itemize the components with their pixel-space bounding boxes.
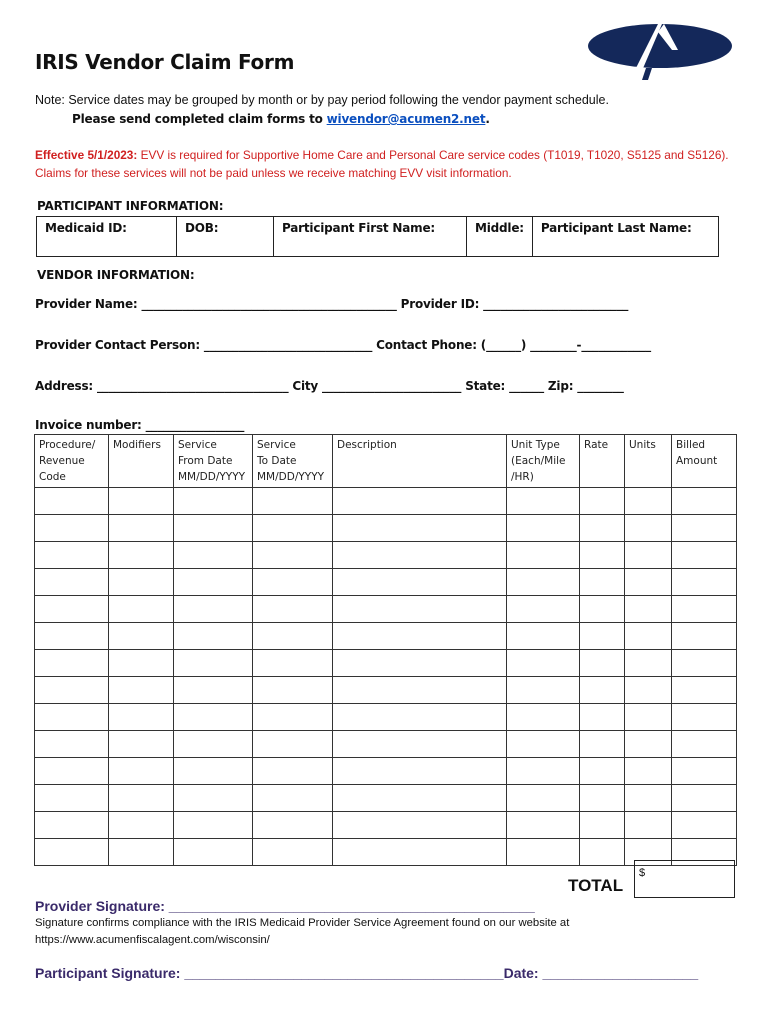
table-cell[interactable] [333,569,507,596]
table-cell[interactable] [253,677,333,704]
table-row [35,731,737,758]
table-cell[interactable] [109,542,174,569]
table-cell[interactable] [507,839,580,866]
col-modifiers: Modifiers [109,435,174,488]
provider-contact-line[interactable]: Provider Contact Person: _____________________________ Contact Phone: (______) ________-____________ [35,338,651,352]
table-cell[interactable] [333,542,507,569]
table-cell[interactable] [253,839,333,866]
table-cell[interactable] [580,596,625,623]
table-cell[interactable] [35,758,109,785]
table-cell[interactable] [672,488,737,515]
evv-notice [35,146,735,182]
table-cell[interactable] [253,515,333,542]
first-name-field[interactable]: Participant First Name: [274,217,467,257]
table-cell[interactable] [507,785,580,812]
table-cell[interactable] [580,812,625,839]
table-cell[interactable] [253,569,333,596]
table-cell[interactable] [625,488,672,515]
table-cell[interactable] [672,650,737,677]
table-cell[interactable] [109,569,174,596]
evv-text: EVV is required for Supportive Home Care and Personal Care service codes (T1019, T1020, S5125 and S5126). Claims for these services will not be paid unless we receive matching EVV visit information. [35,148,729,180]
table-cell[interactable] [580,542,625,569]
table-cell[interactable] [333,785,507,812]
table-cell[interactable] [672,542,737,569]
table-cell[interactable] [672,515,737,542]
table-cell[interactable] [174,839,253,866]
table-cell[interactable] [253,650,333,677]
table-cell[interactable] [35,596,109,623]
col-billed-amount: Billed Amount [672,435,737,488]
participant-heading: PARTICIPANT INFORMATION: [37,199,224,213]
table-cell[interactable] [625,758,672,785]
table-cell[interactable] [109,515,174,542]
table-cell[interactable] [35,704,109,731]
col-rate: Rate [580,435,625,488]
table-cell[interactable] [507,731,580,758]
table-cell[interactable] [109,596,174,623]
send-suffix: . [485,112,490,126]
table-cell[interactable] [109,650,174,677]
table-cell[interactable] [35,569,109,596]
table-cell[interactable] [580,623,625,650]
table-cell[interactable] [672,677,737,704]
table-cell[interactable] [253,542,333,569]
table-cell[interactable] [507,623,580,650]
medicaid-id-field[interactable]: Medicaid ID: [37,217,177,257]
table-cell[interactable] [253,704,333,731]
col-service-to-date: Service To Date MM/DD/YYYY [253,435,333,488]
table-cell[interactable] [109,758,174,785]
table-cell[interactable] [333,839,507,866]
page-title: IRIS Vendor Claim Form [35,50,295,74]
table-cell[interactable] [672,731,737,758]
table-cell[interactable] [625,704,672,731]
table-row [35,758,737,785]
schedule-note: Note: Service dates may be grouped by month or by pay period following the vendor payment schedule. [35,93,609,107]
address-line[interactable]: Address: _________________________________ City ________________________ State: ______ Zip: ________ [35,379,624,393]
table-cell[interactable] [35,677,109,704]
last-name-field[interactable]: Participant Last Name: [532,217,718,257]
table-cell[interactable] [507,677,580,704]
table-cell[interactable] [174,515,253,542]
table-cell[interactable] [580,785,625,812]
vendor-email-link[interactable]: wivendor@acumen2.net [326,112,486,126]
table-cell[interactable] [253,731,333,758]
acumen-logo-icon [586,22,734,82]
table-cell[interactable] [253,596,333,623]
table-cell[interactable] [625,623,672,650]
table-cell[interactable] [174,785,253,812]
table-cell[interactable] [580,569,625,596]
total-amount-field[interactable] [634,860,735,898]
table-cell[interactable] [672,758,737,785]
table-cell[interactable] [333,677,507,704]
table-row [35,785,737,812]
middle-name-field[interactable]: Middle: [467,217,533,257]
table-cell[interactable] [174,677,253,704]
table-row [35,623,737,650]
table-cell[interactable] [333,515,507,542]
table-cell[interactable] [507,596,580,623]
provider-name-line[interactable]: Provider Name: ____________________________________________ Provider ID: _________________________ [35,297,629,311]
table-cell[interactable] [625,731,672,758]
table-cell[interactable] [333,623,507,650]
table-cell[interactable] [580,758,625,785]
table-cell[interactable] [507,515,580,542]
table-row [35,812,737,839]
participant-table [36,216,719,257]
table-row [35,515,737,542]
table-cell[interactable] [35,839,109,866]
table-cell[interactable] [507,758,580,785]
table-cell[interactable] [507,704,580,731]
table-cell[interactable] [507,650,580,677]
table-cell[interactable] [109,731,174,758]
table-cell[interactable] [333,812,507,839]
table-cell[interactable] [253,812,333,839]
table-cell[interactable] [174,704,253,731]
dob-field[interactable]: DOB: [177,217,274,257]
table-cell[interactable] [580,650,625,677]
table-cell[interactable] [625,596,672,623]
table-cell[interactable] [333,596,507,623]
claim-items-table [34,434,737,866]
send-instructions [72,112,490,126]
table-cell[interactable] [580,488,625,515]
table-cell[interactable] [672,569,737,596]
table-cell[interactable] [109,704,174,731]
send-prefix: Please send completed claim forms to [72,112,327,126]
table-cell[interactable] [625,542,672,569]
table-cell[interactable] [35,488,109,515]
table-cell[interactable] [507,812,580,839]
signature-compliance-note: Signature confirms compliance with the IRIS Medicaid Provider Service Agreement found on our website at https://www.acumenfiscalagent.com/wisconsin/ [35,917,570,946]
col-procedure-code: Procedure/ Revenue Code [35,435,109,488]
table-cell[interactable] [253,623,333,650]
col-service-from-date: Service From Date MM/DD/YYYY [174,435,253,488]
table-cell[interactable] [580,839,625,866]
table-header-row [35,435,737,488]
table-cell[interactable] [672,812,737,839]
table-cell[interactable] [174,488,253,515]
table-cell[interactable] [507,488,580,515]
table-row [35,650,737,677]
table-cell[interactable] [109,623,174,650]
table-cell[interactable] [580,731,625,758]
table-cell[interactable] [109,839,174,866]
table-row [35,596,737,623]
evv-effective-date: Effective 5/1/2023: [35,148,138,162]
table-cell[interactable] [333,731,507,758]
table-cell[interactable] [672,785,737,812]
table-cell[interactable] [174,596,253,623]
table-cell[interactable] [174,731,253,758]
table-row [35,569,737,596]
table-cell[interactable] [625,569,672,596]
table-cell[interactable] [672,596,737,623]
table-cell[interactable] [580,704,625,731]
table-cell[interactable] [333,704,507,731]
provider-signature-line[interactable]: Provider Signature: _______________________________________________ [35,898,535,914]
table-cell[interactable] [174,758,253,785]
table-cell[interactable] [672,623,737,650]
table-cell[interactable] [507,569,580,596]
table-cell[interactable] [35,731,109,758]
table-cell[interactable] [625,812,672,839]
col-description: Description [333,435,507,488]
table-row [35,839,737,866]
table-cell[interactable] [507,542,580,569]
table-row [35,542,737,569]
col-unit-type: Unit Type (Each/Mile /HR) [507,435,580,488]
table-cell[interactable] [174,812,253,839]
table-cell[interactable] [333,758,507,785]
table-cell[interactable] [35,515,109,542]
table-cell[interactable] [109,677,174,704]
invoice-number-line[interactable]: Invoice number: _________________ [35,418,245,432]
vendor-heading: VENDOR INFORMATION: [37,268,195,282]
col-units: Units [625,435,672,488]
table-cell[interactable] [35,650,109,677]
table-cell[interactable] [35,542,109,569]
table-cell[interactable] [625,650,672,677]
table-cell[interactable] [672,704,737,731]
table-cell[interactable] [333,488,507,515]
table-cell[interactable] [35,812,109,839]
table-cell[interactable] [253,785,333,812]
table-cell[interactable] [580,515,625,542]
table-row [35,488,737,515]
table-cell[interactable] [253,758,333,785]
total-label: TOTAL [568,876,624,895]
table-cell[interactable] [35,785,109,812]
table-cell[interactable] [109,812,174,839]
currency-symbol: $ [639,867,646,879]
table-cell[interactable] [253,488,333,515]
table-cell[interactable] [625,515,672,542]
table-cell[interactable] [174,542,253,569]
table-cell[interactable] [174,650,253,677]
table-cell[interactable] [109,785,174,812]
table-cell[interactable] [174,569,253,596]
table-cell[interactable] [35,623,109,650]
table-row [35,677,737,704]
participant-signature-line[interactable]: Participant Signature: _________________________________________Date: ____________________ [35,965,699,981]
table-cell[interactable] [580,677,625,704]
table-cell[interactable] [109,488,174,515]
table-row [35,704,737,731]
table-cell[interactable] [625,785,672,812]
table-cell[interactable] [625,677,672,704]
table-cell[interactable] [174,623,253,650]
table-cell[interactable] [333,650,507,677]
